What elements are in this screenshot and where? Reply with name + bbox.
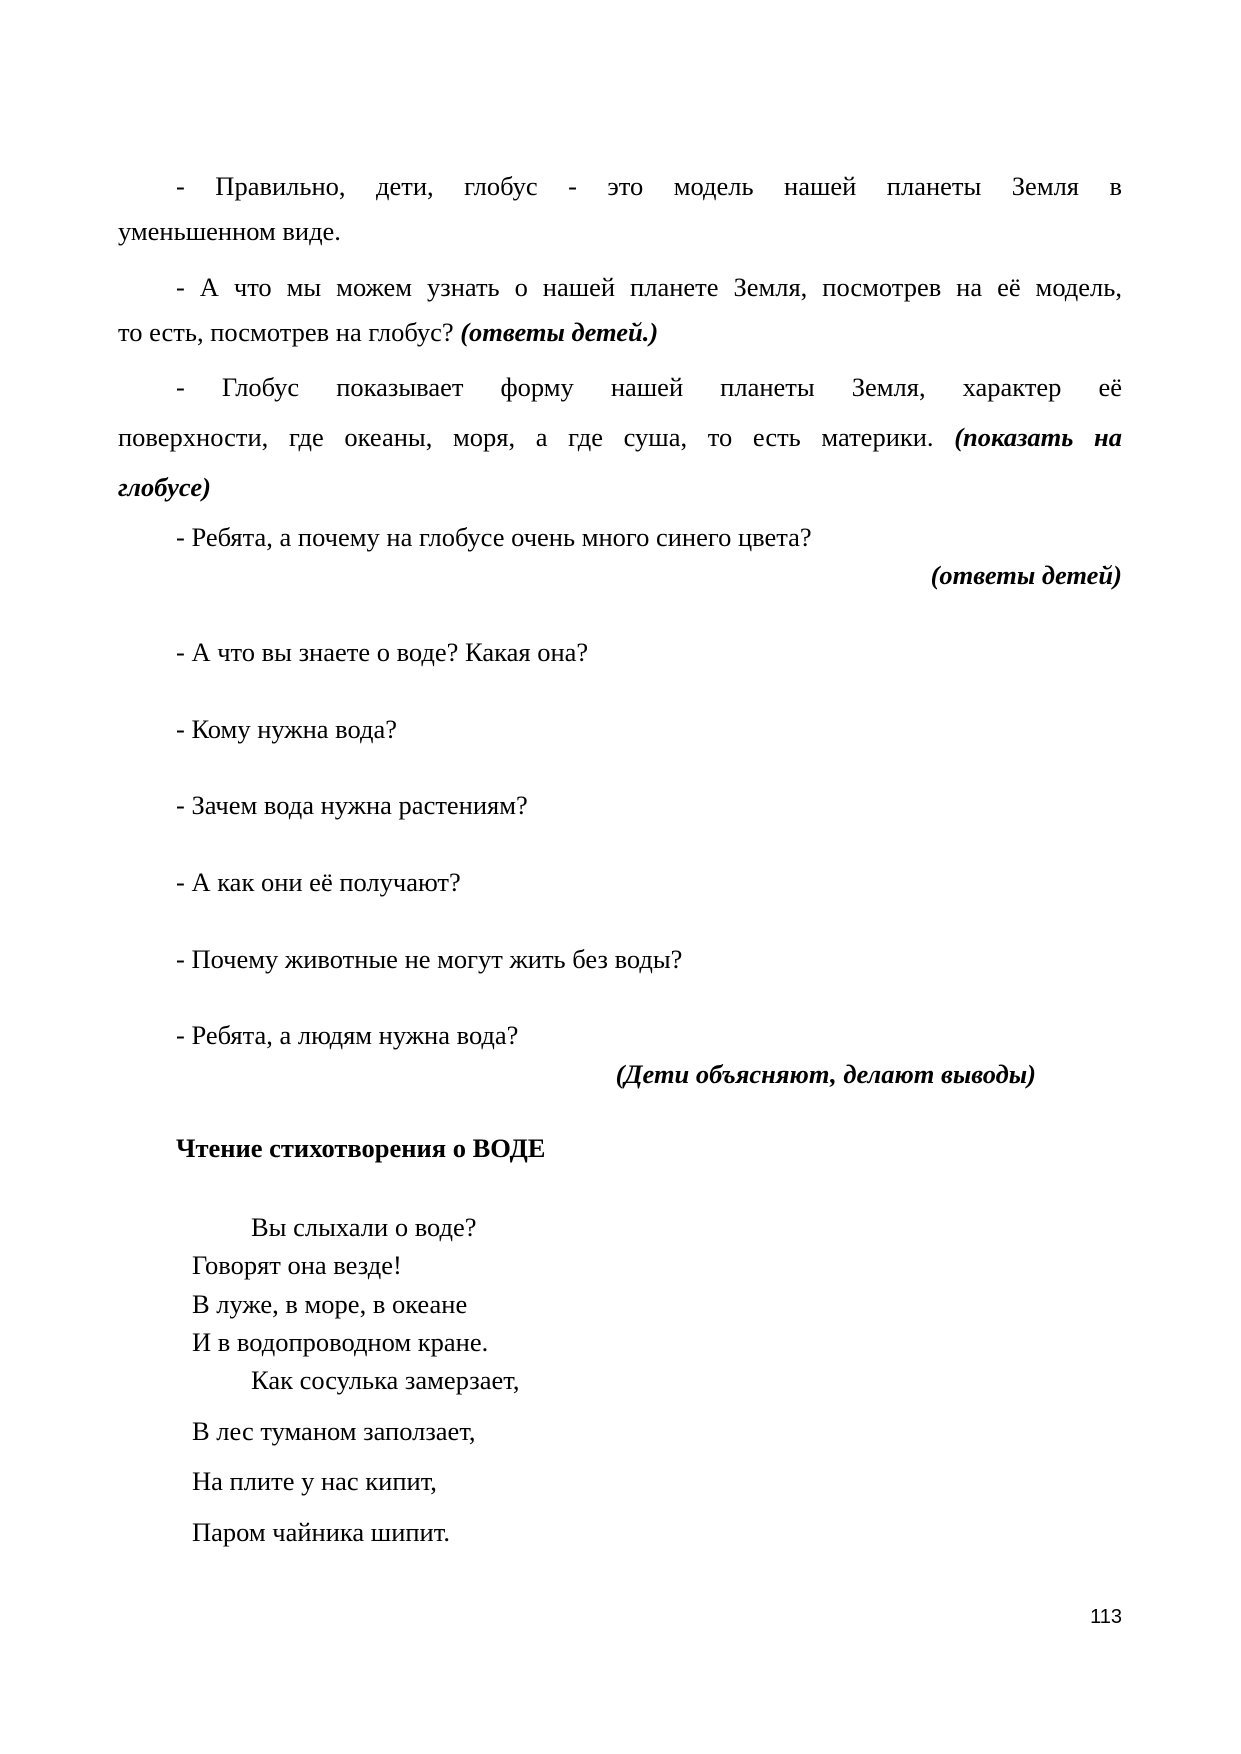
question-5: - Почему животные не могут жить без воды? — [176, 944, 683, 974]
blue-color-question: - Ребята, а почему на глобусе очень много синего цвета? — [176, 522, 812, 552]
question-3: - Зачем вода нужна растениям? — [176, 790, 528, 820]
children-answers-note-2: (ответы детей) — [930, 560, 1122, 590]
conclusion-note: (Дети объясняют, делают выводы) — [615, 1059, 1036, 1089]
poem-line-5: Как сосулька замерзает, — [251, 1365, 520, 1395]
question-2: - Кому нужна вода? — [176, 714, 397, 744]
paragraph-3-line-2 — [118, 421, 1122, 453]
poem-line-7: На плите у нас кипит, — [192, 1466, 437, 1496]
section-heading: Чтение стихотворения о ВОДЕ — [176, 1133, 546, 1163]
paragraph-3-line-1: - Глобус показывает форму нашей планеты Земля, характер её — [176, 372, 1122, 402]
poem-line-4: И в водопроводном кране. — [192, 1327, 489, 1357]
children-answers-note: (ответы детей.) — [460, 317, 659, 347]
paragraph-1-line-2: уменьшенном виде. — [118, 216, 341, 246]
poem-line-1: Вы слыхали о воде? — [251, 1212, 477, 1242]
page-number: 113 — [1090, 1606, 1122, 1628]
poem-line-8: Паром чайника шипит. — [192, 1517, 450, 1547]
paragraph-2-line-1: - А что мы можем узнать о нашей планете Земля, посмотрев на её модель, — [176, 272, 1122, 302]
poem-line-3: В луже, в море, в океане — [192, 1289, 468, 1319]
question-4: - А как они её получают? — [176, 867, 461, 897]
question-1: - А что вы знаете о воде? Какая она? — [176, 637, 589, 667]
paragraph-2-line-2 — [118, 316, 1122, 348]
show-on-globe-note: (показать на — [954, 422, 1123, 452]
paragraph-3-text: поверхности, где океаны, моря, а где суша, то есть материки. — [118, 422, 934, 452]
poem-line-2: Говорят она везде! — [192, 1250, 402, 1280]
poem-line-6: В лес туманом заползает, — [192, 1416, 476, 1446]
question-6: - Ребята, а людям нужна вода? — [176, 1020, 519, 1050]
paragraph-1-line-1: - Правильно, дети, глобус - это модель нашей планеты Земля в — [176, 171, 1122, 201]
paragraph-2-text: то есть, посмотрев на глобус? — [118, 317, 454, 347]
paragraph-3-line-3: глобусе) — [118, 472, 211, 502]
